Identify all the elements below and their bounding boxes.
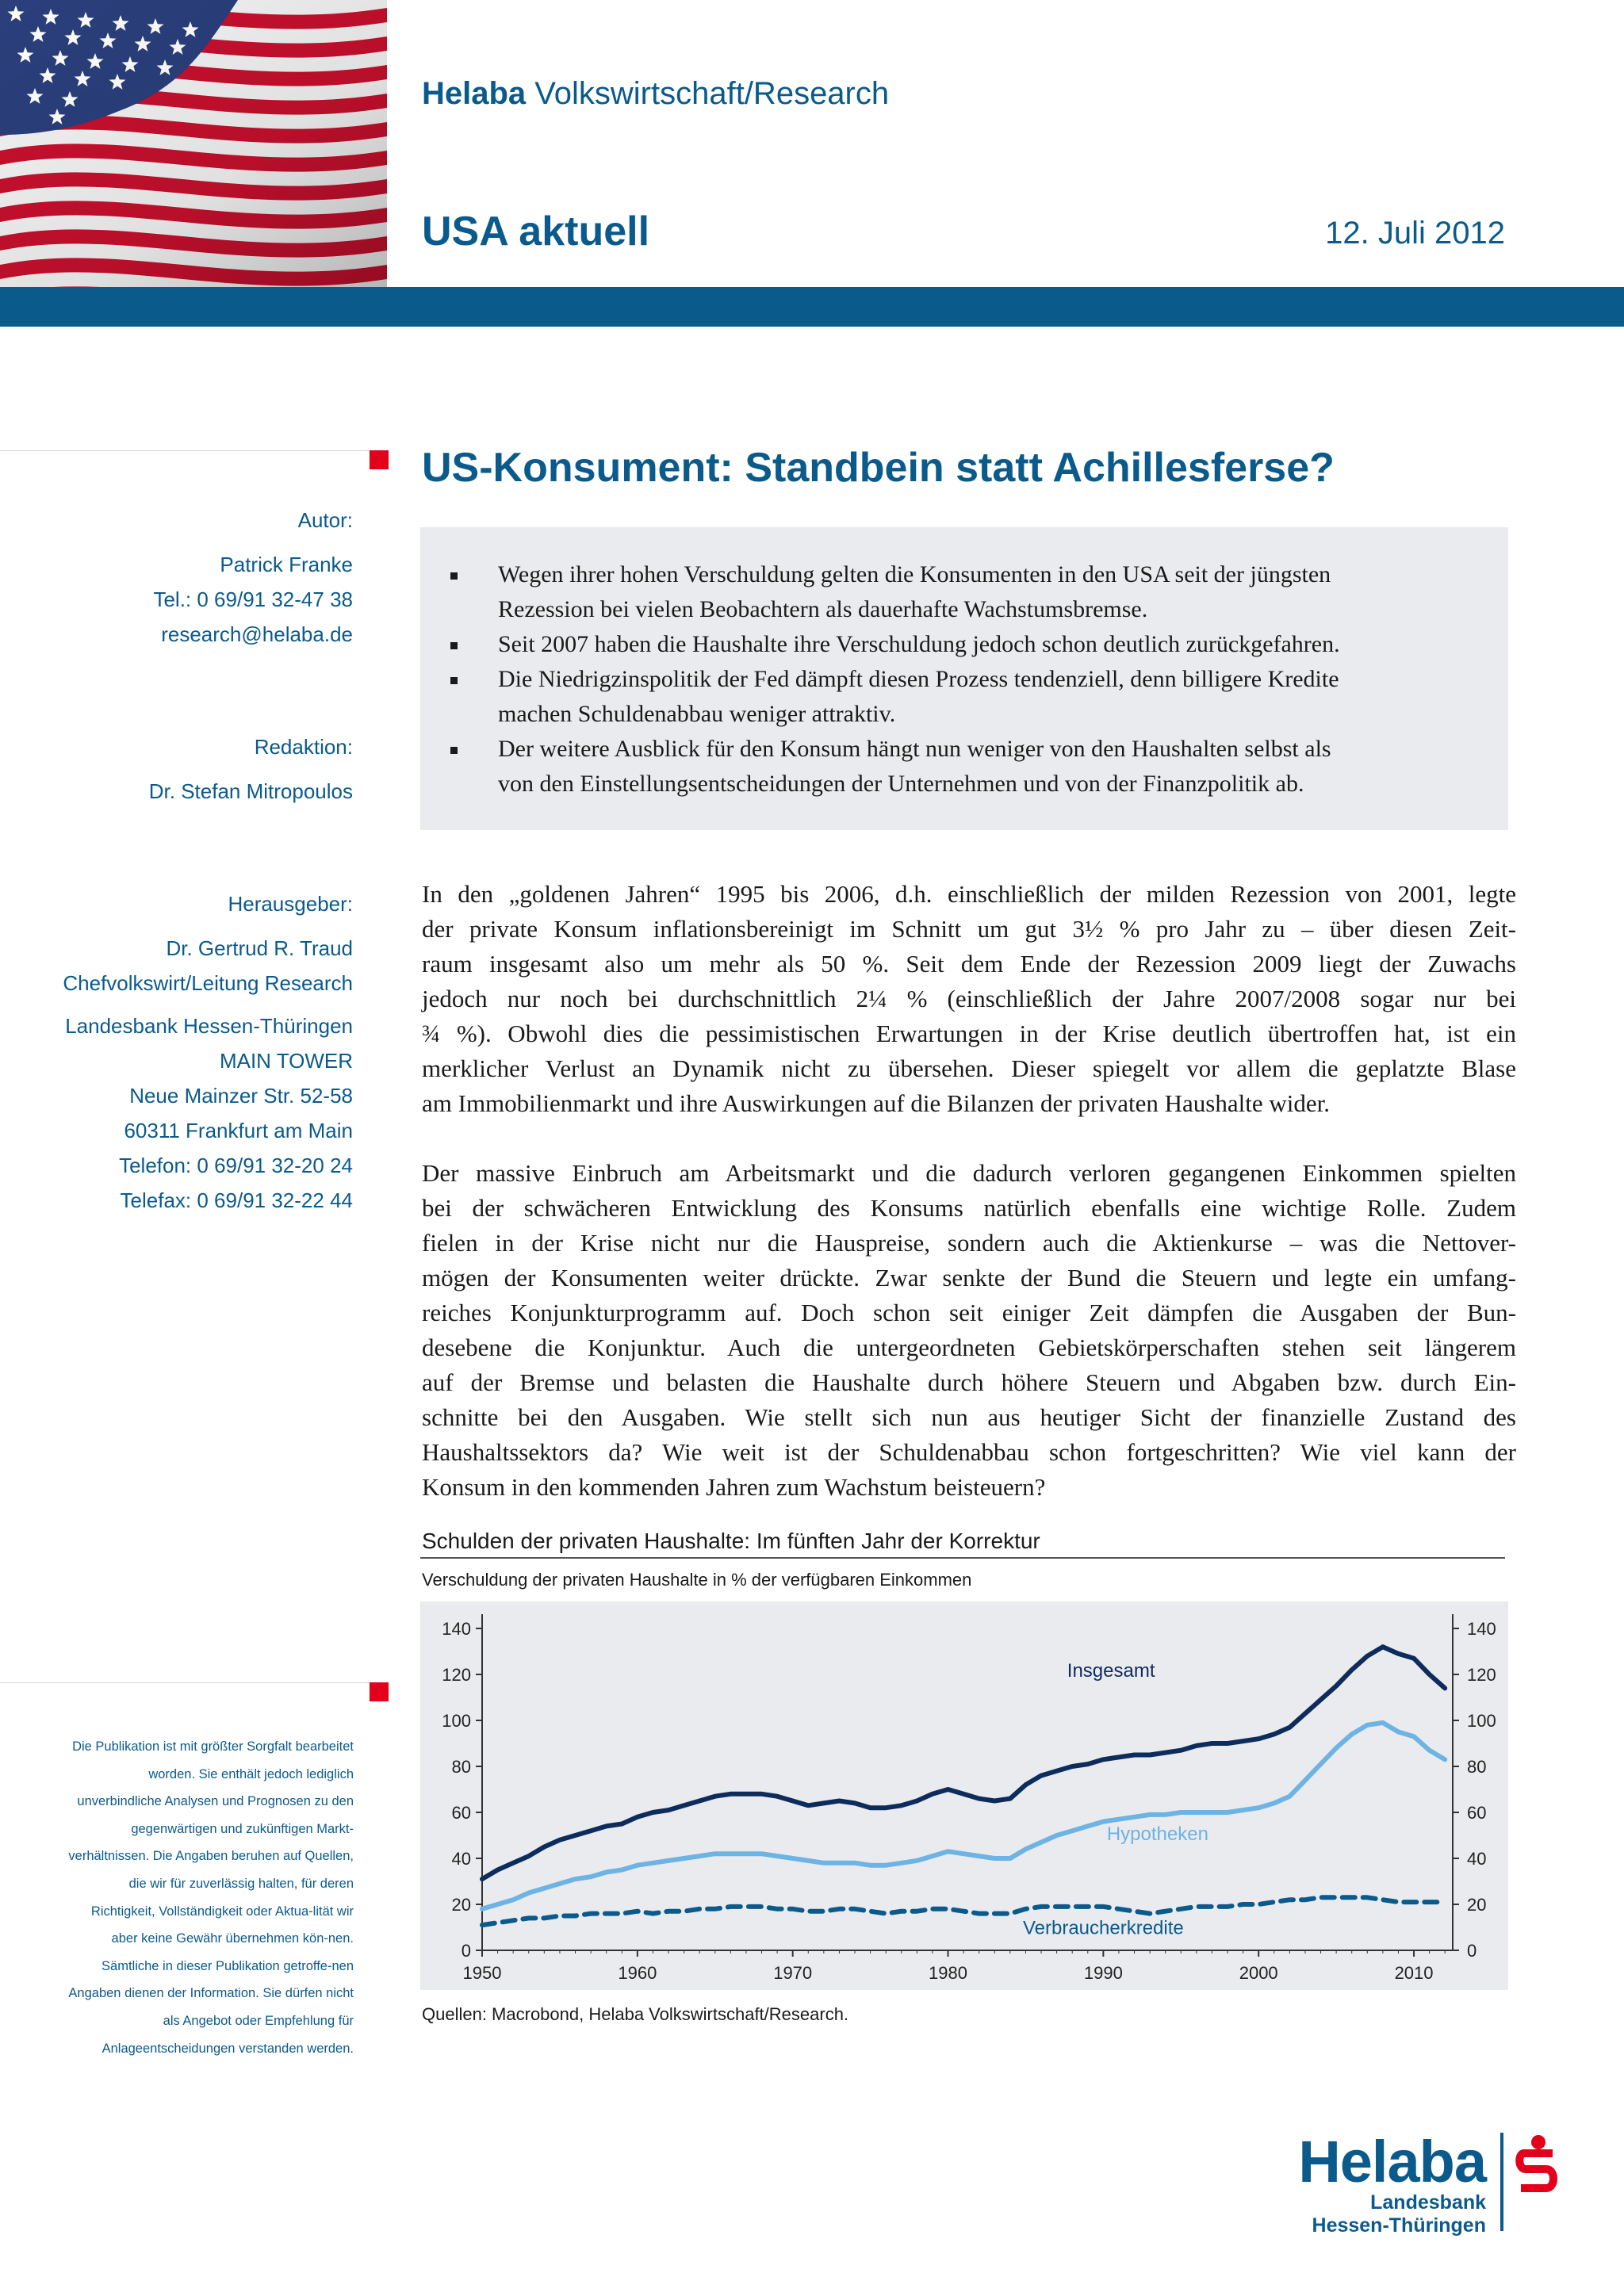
x-tick-label: 1980 — [929, 1963, 967, 1983]
bullet-line: von den Einstellungsentscheidungen der Unternehmen und von der Finanzpolitik ab. — [498, 771, 1304, 797]
text-line: reiches Konjunkturprogramm auf. Doch schon seit einiger Zeit dämpfen die Ausgaben der Bun- — [422, 1299, 1516, 1326]
x-tick-label: 1970 — [773, 1963, 813, 1983]
bullet-line: Rezession bei vielen Beobachtern als dauerhafte Wachstumsbremse. — [498, 596, 1148, 622]
helaba-logo-wordmark: Helaba — [1298, 2129, 1486, 2195]
x-tick-label: 1990 — [1083, 1963, 1123, 1983]
bullet-marker — [450, 747, 458, 754]
publisher-line: Landesbank Hessen-Thüringen — [65, 1014, 353, 1038]
logo-divider — [1500, 2133, 1503, 2231]
disclaimer-text: Die Publikation ist mit größter Sorgfalt bearbeitet worden. Sie enthält jedoch lediglich unverbindliche Analysen und Prognosen zu den gegenwärtigen und zukünftigen Markt-verhältnissen. Die Angaben beruhen auf Quellen, die wir für zuverlässig halten, für deren Richtigkeit, Vollständigkeit oder Aktua-lität wir aber keine Gewähr übernehmen kön-nen. Sämtliche in dieser Publikation getroffe-nen Angaben dienen der Information. Sie dürfen nicht als Angebot oder Empfehlung für Anlageentscheidungen verstanden werden. — [68, 1739, 354, 2056]
header-brand — [422, 76, 889, 112]
text-line: raum insgesamt also um mehr als 50 %. Seit dem Ende der Rezession 2009 liegt der Zuwachs — [422, 950, 1516, 978]
publisher-heading: Herausgeber: — [228, 892, 353, 916]
y-tick-label: 80 — [1467, 1757, 1487, 1777]
y-tick-label: 40 — [1467, 1849, 1487, 1869]
text-line: Haushaltssektors da? Wie weit ist der Schuldenabbau schon fortgeschritten? Wie viel kann der — [422, 1438, 1516, 1466]
x-tick-label: 2000 — [1239, 1963, 1278, 1983]
publisher-line: Dr. Gertrud R. Traud — [166, 936, 353, 960]
chart-title-rule — [420, 1557, 1505, 1559]
text-line: schnitte bei den Ausgaben. Wie stellt sich nun aus heutiger Sicht der finanzielle Zustand des — [422, 1403, 1516, 1431]
y-tick-label: 100 — [442, 1711, 471, 1731]
helaba-logo-subline: Landesbank — [1370, 2191, 1486, 2214]
y-tick-label: 0 — [1467, 1941, 1477, 1961]
publisher-line: 60311 Frankfurt am Main — [124, 1119, 353, 1142]
text-line: In den „goldenen Jahren“ 1995 bis 2006, d.h. einschließlich der milden Rezession von 2001, legte — [422, 880, 1516, 908]
chart-source: Quellen: Macrobond, Helaba Volkswirtschaft/Research. — [422, 2004, 849, 2024]
bullet-marker — [450, 677, 458, 684]
series-label: Insgesamt — [1067, 1659, 1155, 1682]
y-tick-label: 20 — [451, 1895, 471, 1915]
text-line: fielen in der Krise nicht nur die Hauspreise, sondern auch die Aktienkurse – was die Nettover- — [422, 1229, 1516, 1257]
y-tick-label: 60 — [451, 1803, 471, 1823]
author-name: Patrick Franke — [220, 553, 353, 576]
y-tick-label: 0 — [461, 1941, 471, 1961]
y-tick-label: 60 — [1467, 1803, 1487, 1823]
text-line: der private Konsum inflationsbereinigt im Schnitt um gut 3½ % pro Jahr zu – über diesen Zeit- — [422, 915, 1516, 943]
author-phone: Tel.: 0 69/91 32-47 38 — [153, 587, 353, 611]
sidebar-red-marker — [370, 1682, 389, 1701]
y-tick-label: 120 — [1467, 1665, 1496, 1685]
y-tick-label: 40 — [451, 1849, 471, 1869]
y-tick-label: 140 — [1467, 1619, 1496, 1639]
header-title: USA aktuell — [422, 209, 650, 254]
chart-title: Schulden der privaten Haushalte: Im fünften Jahr der Korrektur — [422, 1529, 1040, 1553]
chart-subtitle: Verschuldung der privaten Haushalte in % der verfügbaren Einkommen — [422, 1570, 972, 1590]
body-paragraph-1 — [422, 877, 1516, 1121]
text-line: bei der schwächeren Entwicklung des Konsums natürlich ebenfalls eine wichtige Rolle. Zudem — [422, 1194, 1516, 1222]
summary-box — [420, 527, 1508, 830]
publisher-line: Chefvolkswirt/Leitung Research — [63, 971, 353, 995]
x-tick-label: 2010 — [1394, 1963, 1434, 1983]
text-line: jedoch nur noch bei durchschnittlich 2¼ % (einschließlich der Jahre 2007/2008 sogar nur bei — [422, 985, 1516, 1012]
y-tick-label: 20 — [1467, 1895, 1487, 1915]
sparkasse-logo-icon — [1515, 2133, 1562, 2196]
summary-bullet — [498, 627, 1340, 662]
y-tick-label: 100 — [1467, 1711, 1496, 1731]
summary-bullet — [498, 557, 1331, 627]
series-label: Hypotheken — [1106, 1823, 1208, 1845]
editor-name: Dr. Stefan Mitropoulos — [148, 779, 353, 803]
brand-department: Volkswirtschaft/Research — [526, 76, 890, 111]
editor-heading: Redaktion: — [254, 735, 353, 759]
bullet-line: Die Niedrigzinspolitik der Fed dämpft diesen Prozess tendenziell, denn billigere Kredite — [498, 666, 1339, 692]
bullet-marker — [450, 572, 458, 580]
text-line: mögen der Konsumenten weiter drückte. Zwar senkte der Bund die Steuern und legte ein umfang- — [422, 1264, 1516, 1292]
sidebar-red-marker — [370, 450, 389, 469]
series-label: Verbraucherkredite — [1022, 1917, 1184, 1939]
text-line: Der massive Einbruch am Arbeitsmarkt und die dadurch verloren gegangenen Einkommen spielten — [422, 1159, 1516, 1187]
y-tick-label: 120 — [442, 1665, 471, 1685]
x-tick-label: 1960 — [618, 1963, 657, 1983]
text-line: desebene die Konjunktur. Auch die untergeordneten Gebietskörperschaften stehen seit längerem — [422, 1334, 1516, 1361]
body-paragraph-2 — [422, 1156, 1516, 1505]
text-line: am Immobilienmarkt und ihre Auswirkungen auf die Bilanzen der privaten Haushalte wider. — [422, 1089, 1330, 1117]
author-heading: Autor: — [297, 508, 353, 532]
article-title: US-Konsument: Standbein statt Achillesferse? — [422, 445, 1335, 491]
debt-line-chart — [420, 1601, 1508, 1990]
header-date: 12. Juli 2012 — [1325, 216, 1505, 251]
publisher-line: Telefax: 0 69/91 32-22 44 — [120, 1188, 353, 1212]
y-tick-label: 80 — [451, 1757, 471, 1777]
summary-bullet — [498, 662, 1339, 732]
text-line: ¾ %). Obwohl dies die pessimistischen Erwartungen in der Krise deutlich übertroffen hat, ist ein — [422, 1020, 1516, 1047]
y-tick-label: 140 — [442, 1619, 471, 1639]
publisher-line: Telefon: 0 69/91 32-20 24 — [119, 1154, 353, 1177]
bullet-line: machen Schuldenabbau weniger attraktiv. — [498, 701, 896, 727]
bullet-line: Wegen ihrer hohen Verschuldung gelten die Konsumenten in den USA seit der jüngsten — [498, 561, 1331, 587]
text-line: auf der Bremse und belasten die Haushalte durch höhere Steuern und Abgaben bzw. durch Ein- — [422, 1368, 1516, 1396]
author-email[interactable]: research@helaba.de — [161, 622, 353, 646]
publisher-line: MAIN TOWER — [219, 1049, 353, 1073]
sidebar-rule-top — [0, 450, 370, 451]
bullet-line: Der weitere Ausblick für den Konsum hängt nun weniger von den Haushalten selbst als — [498, 736, 1331, 762]
x-tick-label: 1950 — [462, 1963, 502, 1983]
brand-name: Helaba — [422, 76, 527, 111]
header-bar — [0, 287, 1624, 327]
sidebar-rule-bottom — [0, 1682, 370, 1683]
bullet-line: Seit 2007 haben die Haushalte ihre Verschuldung jedoch schon deutlich zurückgefahren. — [498, 631, 1340, 657]
publisher-line: Neue Mainzer Str. 52-58 — [129, 1084, 353, 1108]
text-line: merklicher Verlust an Dynamik nicht zu übersehen. Dieser spiegelt vor allem die geplatzte Blase — [422, 1054, 1516, 1082]
bullet-marker — [450, 642, 458, 649]
summary-bullet — [498, 732, 1331, 802]
us-flag-image — [0, 0, 387, 287]
text-line: Konsum in den kommenden Jahren zum Wachstum beisteuern? — [422, 1473, 1046, 1501]
helaba-logo-subline: Hessen-Thüringen — [1312, 2214, 1486, 2237]
